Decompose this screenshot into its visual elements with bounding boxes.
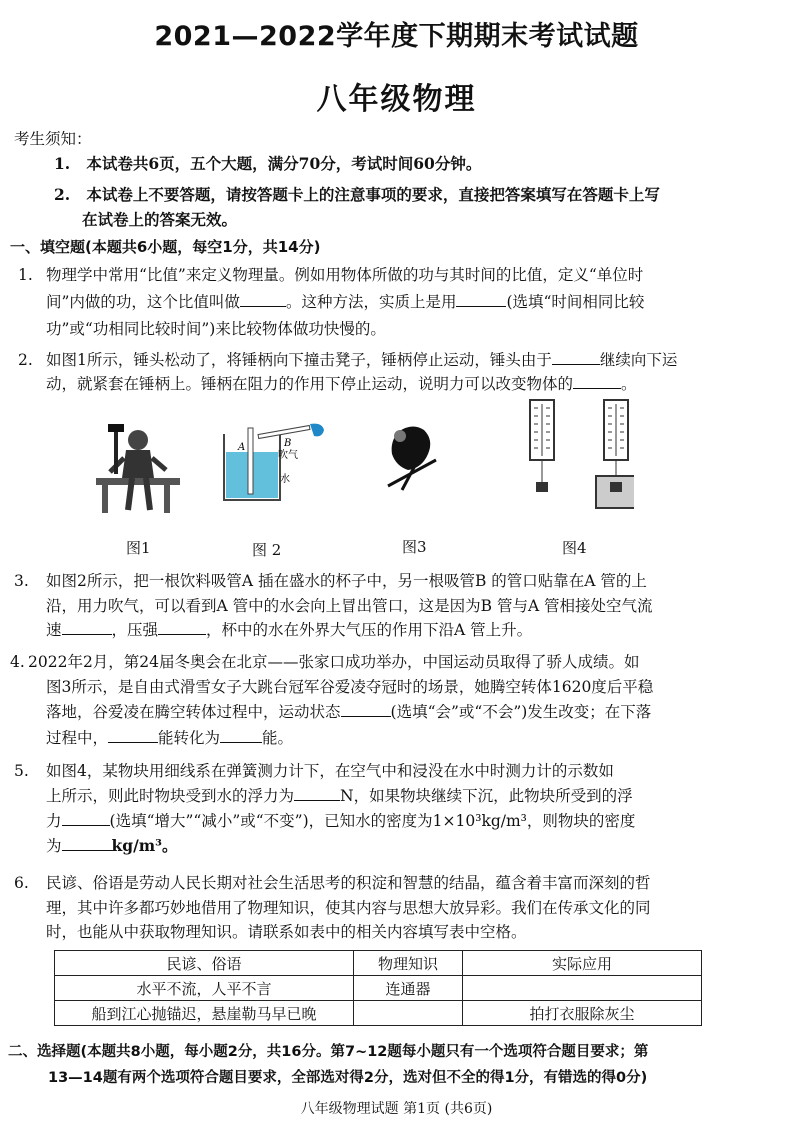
q3-line1: 如图2所示，把一根饮料吸管A 插在盛水的杯子中，另一根吸管B 的管口贴靠在A 管的上 (46, 572, 647, 590)
fig2-blow-label: 吹气 (278, 450, 298, 461)
notice-item-1-num: 1. (54, 154, 71, 173)
figure-4-spring-scales (524, 396, 634, 510)
q1-line3: 功”或“功相同比较时间”)来比较物体做功快慢的。 (46, 320, 386, 338)
figure-1-caption: 图1 (126, 539, 151, 557)
fig2-label-a: A (238, 442, 246, 453)
table-cell: 船到江心抛锚迟，悬崖勒马早已晚 (55, 1001, 354, 1026)
q4-line2: 图3所示，是自由式滑雪女子大跳台冠军谷爱凌夺冠时的场景，她腾空转体1620度后平稳 (46, 678, 654, 696)
q1-line1: 物理学中常用“比值”来定义物理量。例如用物体所做的功与其时间的比值，定义“单位时 (46, 266, 644, 284)
table-cell: 水平不流，人平不言 (55, 976, 354, 1001)
q1-text-c: (选填“时间相同比较 (506, 293, 645, 311)
q5-text-e: 为 (46, 837, 62, 855)
q2-line2 (46, 373, 637, 395)
q5-blank-1[interactable] (294, 786, 340, 801)
table-header-cell: 实际应用 (463, 951, 702, 976)
notice-item-2-line1: 本试卷上不要答题，请按答题卡上的注意事项的要求，直接把答案填写在答题卡上写 (86, 185, 660, 204)
notice-item-2-num: 2. (54, 185, 71, 204)
table-cell-blank[interactable] (354, 1001, 463, 1026)
q4-line1: 2022年2月，第24届冬奥会在北京——张家口成功举办，中国运动员取得了骄人成绩。如 (28, 653, 640, 671)
table-cell: 连通器 (354, 976, 463, 1001)
table-header-cell: 物理知识 (354, 951, 463, 976)
q5-line2 (46, 785, 633, 807)
q3-num: 3. (14, 572, 29, 590)
page-footer: 八年级物理试题 第1页 (共6页) (300, 1101, 493, 1117)
q2-text-c: 动，就紧套在锤柄上。锤柄在阻力的作用下停止运动，说明力可以改变物体的 (46, 375, 574, 393)
q2-line1 (46, 349, 677, 371)
q4-text-b: (选填“会”或“不会”)发生改变；在下落 (390, 703, 652, 721)
section1-heading: 一、填空题(本题共6小题，每空1分，共14分) (10, 238, 321, 256)
table-row (55, 976, 702, 1001)
q5-line4 (46, 835, 177, 857)
table-row (55, 1001, 702, 1026)
q5-text-a: 上所示，则此时物块受到水的浮力为 (46, 787, 295, 805)
notice-heading: 考生须知： (14, 130, 92, 148)
q4-line3 (46, 701, 651, 723)
table-header-cell: 民谚、俗语 (55, 951, 354, 976)
q1-text-a: 间”内做的功，这个比值叫做 (46, 293, 240, 311)
fig2-label-b: B (284, 438, 292, 449)
q1-blank-1[interactable] (240, 292, 286, 307)
section2-heading-line2: 13—14题有两个选项符合题目要求，全部选对得2分，选对但不全的得1分，有错选的得0分) (48, 1070, 648, 1086)
q5-text-c: 力 (46, 812, 62, 830)
q1-text-b: 。这种方法，实质上是用 (285, 293, 457, 311)
q3-text-b: ，压强 (111, 621, 159, 639)
table-header-row (55, 951, 702, 976)
q2-text-d: 。 (621, 375, 637, 393)
figure-1-hammer-image (92, 418, 184, 518)
notice-item-2 (54, 184, 660, 206)
q2-blank-2[interactable] (573, 374, 621, 389)
figure-2-caption: 图 2 (252, 541, 282, 559)
q2-text-b: 继续向下运 (599, 351, 678, 369)
q6-line3: 时，也能从中获取物理知识。请联系如表中的相关内容填写表中空格。 (46, 923, 527, 941)
q2-text-a: 如图1所示，锤头松动了，将锤柄向下撞击凳子，锤柄停止运动，锤头由于 (46, 351, 552, 369)
exam-title: 2021—2022学年度下期期末考试试题 (154, 21, 639, 52)
q6-line2: 理，其中许多都巧妙地借用了物理知识，使其内容与思想大放异彩。我们在传承文化的同 (46, 899, 651, 917)
q4-text-d: 能转化为 (158, 729, 221, 747)
figure-3-skier-image (378, 420, 446, 494)
notice-item-1 (54, 153, 481, 175)
q2-blank-1[interactable] (552, 350, 600, 365)
notice-item-1-text: 本试卷共6页，五个大题，满分70分，考试时间60分钟。 (86, 154, 482, 173)
q5-text-f: kg/m³。 (111, 836, 178, 855)
q3-text-c: ，杯中的水在外界大气压的作用下沿A 管上升。 (206, 621, 533, 639)
q6-line1: 民谚、俗语是劳动人民长期对社会生活思考的积淀和智慧的结晶，蕴含着丰富而深刻的哲 (46, 874, 651, 892)
q4-blank-3[interactable] (220, 728, 262, 743)
q4-blank-2[interactable] (108, 728, 158, 743)
table-cell: 拍打衣服除灰尘 (463, 1001, 702, 1026)
q5-text-d: (选填“增大”“减小”或“不变”)，已知水的密度为1×10³kg/m³，则物块的密度 (109, 812, 636, 830)
section2-heading-line1: 二、选择题(本题共8小题，每小题2分，共16分。第7~12题每小题只有一个选项符合题目要求；第 (8, 1044, 649, 1060)
q1-num: 1. (18, 266, 33, 284)
figure-2-straw-diagram (218, 420, 328, 506)
q4-line4 (46, 727, 293, 749)
q4-blank-1[interactable] (341, 702, 391, 717)
q5-blank-3[interactable] (62, 836, 112, 851)
q4-text-a: 落地，谷爱凌在腾空转体过程中，运动状态 (46, 703, 341, 721)
fig2-water-label: 水 (280, 474, 290, 485)
table-cell-blank[interactable] (463, 976, 702, 1001)
q5-text-b: N，如果物块继续下沉，此物块所受到的浮 (340, 787, 633, 805)
q5-blank-2[interactable] (62, 811, 110, 826)
folk-saying-table (54, 950, 702, 1026)
q3-line3 (46, 619, 532, 641)
q3-blank-2[interactable] (158, 620, 206, 635)
q5-line1: 如图4，某物块用细线系在弹簧测力计下，在空气中和浸没在水中时测力计的示数如 (46, 762, 614, 780)
q1-line2 (46, 291, 644, 313)
figure-4-caption: 图4 (562, 539, 587, 557)
q3-blank-1[interactable] (62, 620, 112, 635)
q3-text-a: 速 (46, 621, 62, 639)
q2-num: 2. (18, 351, 33, 369)
exam-subtitle: 八年级物理 (316, 82, 477, 117)
q4-num: 4. (10, 653, 25, 671)
q5-line3 (46, 810, 635, 832)
notice-item-2-line2: 在试卷上的答案无效。 (82, 210, 238, 229)
q4-text-c: 过程中， (46, 729, 109, 747)
q4-text-e: 能。 (262, 729, 294, 747)
figure-3-caption: 图3 (402, 538, 427, 556)
q3-line2: 沿，用力吹气，可以看到A 管中的水会向上冒出管口，这是因为B 管与A 管相接处空气流 (46, 597, 653, 615)
q6-num: 6. (14, 874, 29, 892)
q1-blank-2[interactable] (456, 292, 506, 307)
q5-num: 5. (14, 762, 29, 780)
